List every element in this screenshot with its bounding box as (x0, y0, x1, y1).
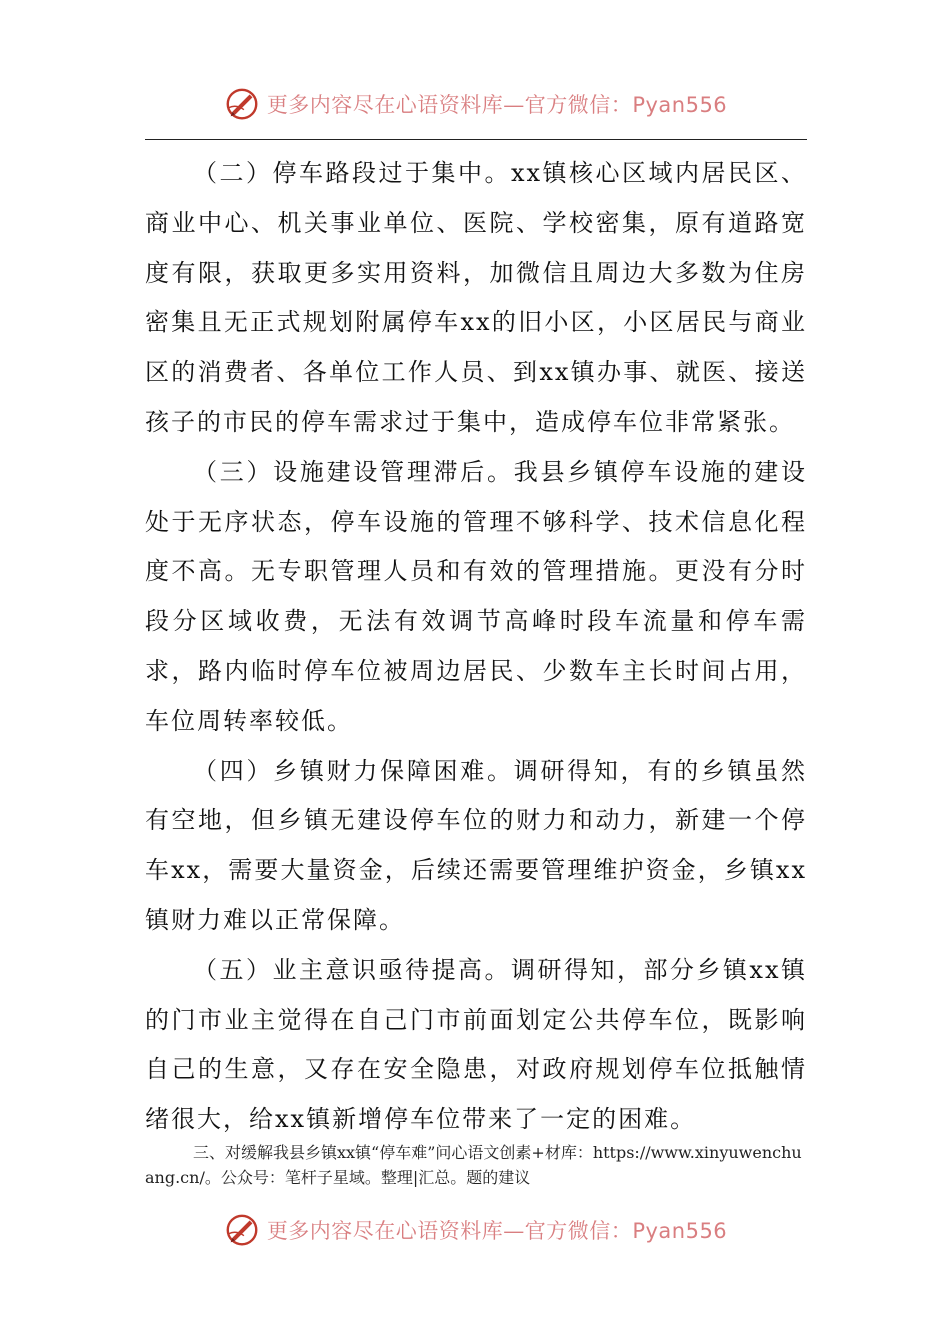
header-wechat-id: Pyan556 (632, 93, 728, 117)
paragraph-4: （四）乡镇财力保障困难。调研得知，有的乡镇虽然有空地，但乡镇无建设停车位的财力和动力，新建一个停车xx，需要大量资金，后续还需要管理维护资金，乡镇xx镇财力难以正常保障。 (145, 756, 807, 934)
header-banner (0, 82, 950, 126)
pen-logo-icon (223, 1211, 261, 1249)
footer-banner (0, 1208, 950, 1252)
paragraph-2: （二）停车路段过于集中。xx镇核心区域内居民区、商业中心、机关事业单位、医院、学校密集，原有道路宽度有限，获取更多实用资料，加微信且周边大多数为住房密集且无正式规划附属停车xx的旧小区，小区居民与商业区的消费者、各单位工作人员、到xx镇办事、就医、接送孩子的市民的停车需求过于集中，造成停车位非常紧张。 (145, 159, 807, 436)
section-note: 三、对缓解我县乡镇xx镇“停车难”问心语文创素+材库：https://www.xinyuwenchuang.cn/。公众号：笔杆子星域。整理|汇总。题的建议 (145, 1143, 802, 1187)
document-body (145, 149, 807, 1145)
footer-banner-inner (223, 1211, 727, 1249)
header-banner-inner (223, 85, 727, 123)
header-banner-label: 更多内容尽在心语资料库—官方微信： (266, 93, 633, 117)
footer-banner-label: 更多内容尽在心语资料库—官方微信： (266, 1219, 633, 1243)
header-divider (145, 139, 807, 140)
paragraph-5: （五）业主意识亟待提高。调研得知，部分乡镇xx镇的门市业主觉得在自己门市前面划定公共停车位，既影响自己的生意，又存在安全隐患，对政府规划停车位抵触情绪很大，给xx镇新增停车位带来了一定的困难。 (145, 955, 807, 1134)
pen-logo-icon (223, 85, 261, 123)
footer-wechat-id: Pyan556 (632, 1219, 728, 1243)
paragraph-3: （三）设施建设管理滞后。我县乡镇停车设施的建设处于无序状态，停车设施的管理不够科学、技术信息化程度不高。无专职管理人员和有效的管理措施。更没有分时段分区域收费，无法有效调节高峰时段车流量和停车需求，路内临时停车位被周边居民、少数车主长时间占用，车位周转率较低。 (145, 457, 807, 735)
header-banner-text (267, 89, 727, 119)
footer-banner-text (267, 1215, 727, 1245)
